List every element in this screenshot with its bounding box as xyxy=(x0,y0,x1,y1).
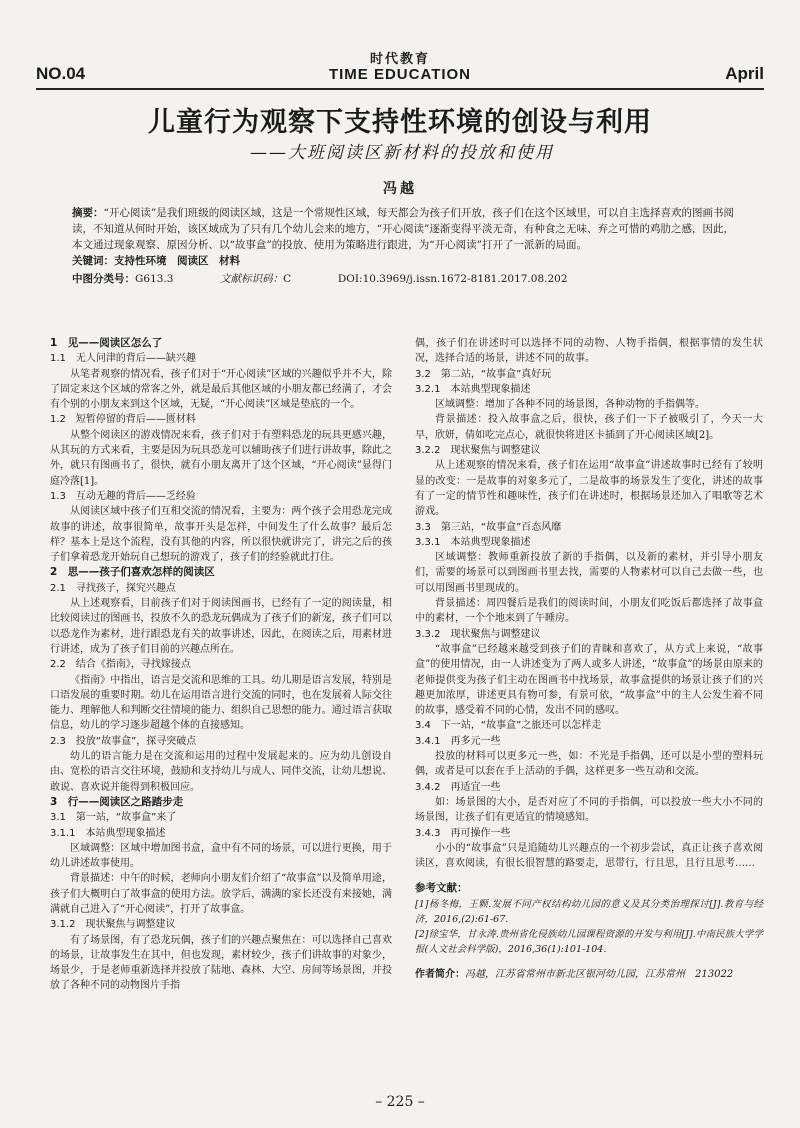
right-column-body xyxy=(415,336,763,871)
article-subtitle: ——大班阅读区新材料的投放和使用 xyxy=(250,143,554,163)
paragraph: 有了场景图，有了恐龙玩偶，孩子们的兴趣点聚焦在：可以选择自己喜欢的场景，让故事发生在其中，但也发现，素材较少，孩子们讲故事的对象少，场景少，于是老师重新选择并投放了陆地、森林、大空、房间等场景图，并投放了各种不同的动物图片手指 xyxy=(50,934,392,992)
section-heading: 3.1 第一站，“故事盒”来了 xyxy=(50,812,177,824)
section-heading: 3 行——阅读区之路踏步走 xyxy=(50,795,184,808)
abstract-text: “开心阅读”是我们班级的阅读区域，这是一个常规性区域，每天都会为孩子们开放，孩子们在这个区域里，可以自主选择喜欢的图画书阅读，不知道从何时开始，该区域成为了只有几个幼儿会来的地方，“开心阅读”逐渐变得平淡无奇，有种食之无味、弃之可惜的鸡肋之感，因此，本文通过现象观察、原因分析、以“故事盒”的投放、使用为策略进行跟进，为“开心阅读”打开了一派新的局面。 xyxy=(72,207,735,251)
masthead xyxy=(36,64,764,86)
reference-list xyxy=(415,897,763,957)
paragraph: 从上述观察看，目前孩子们对于阅读图画书，已经有了一定的阅读量，相比较阅读过的图画书，投放不久的恐龙玩偶成为了孩子们的新宠，孩子们可以以恐龙作为素材，进行跟恐龙有关的故事讲述，因此，在阅读之后，用素材进行讲述，成为了孩子们目前的兴趣点所在。 xyxy=(50,598,392,655)
doccode: C xyxy=(283,273,292,285)
paragraph: 背景描述：中午的时候，老师向小朋友们介绍了“故事盒”以及简单用途，孩子们大概明白了故事盒的使用方法。放学后，满满的家长还没有来接她，满满就自己进入了“开心阅读”，打开了故事盒。 xyxy=(50,873,392,915)
keywords-line xyxy=(72,253,734,269)
paragraph: 从整个阅读区的游戏情况来看，孩子们对于有塑料恐龙的玩具更感兴趣，从其玩的方式来看，主要是因为玩具恐龙可以辅助孩子们进行讲故事，除此之外，就只有图画书了，很快，就有小朋友离开了这个区域，“开心阅读”显得门庭冷落[1]。 xyxy=(50,429,392,487)
author-bio xyxy=(415,967,763,982)
doi: DOI:10.3969/j.issn.1672-8181.2017.08.202 xyxy=(337,273,568,285)
reference-item: [2]徐宝华，甘永涛.贵州省化侵族幼儿园课程资源的开发与利用[J].中南民族大学学报(人文社会科学版)，2016,36(1):101-104. xyxy=(415,928,763,955)
section-heading: 3.4 下一站，“故事盒”之旅还可以怎样走 xyxy=(415,720,602,732)
paragraph: 从阅读区域中孩子们互相交流的情况看，主要为：两个孩子会用恐龙完成故事的讲述，故事很简单，故事开头是怎样，中间发生了什么故事？最后怎样？基本上是这个流程，没有其他的内容，所以很快就讲完了，讲完之后的孩子们拿着恐龙开始玩自己想玩的游戏了，孩子们的经验就此打住。 xyxy=(50,506,392,564)
clc-code: G613.3 xyxy=(135,273,174,285)
references-title: 参考文献： xyxy=(415,882,468,895)
section-heading: 3.3.2 现状聚焦与调整建议 xyxy=(415,628,541,640)
section-heading: 3.4.1 再多元一些 xyxy=(415,735,501,747)
author-bio-text: 冯越，江苏省常州市新北区银河幼儿园，江苏常州 213022 xyxy=(465,968,734,980)
section-heading: 3.4.2 再适宜一些 xyxy=(415,781,501,793)
paragraph: 偶，孩子们在讲述时可以选择不同的动物、人物手指偶，根据事情的发生状况，选择合适的场景，讲述不同的故事。 xyxy=(415,338,763,365)
paragraph: 区域调整：教师重新投放了新的手指偶，以及新的素材，并引导小朋友们，需要的场景可以到图画书里去找，需要的人物素材可以自己去做一些，也可以用图画书里现成的。 xyxy=(415,552,763,594)
paragraph: 从笔者观察的情况看，孩子们对于“开心阅读”区域的兴趣似乎并不大，除了固定来这个区域的常客之外，就是最后其他区域的小朋友都已经满了，才会有个别的小朋友来到这个区域，无疑，“开心阅读”区域是垫底的一个。 xyxy=(50,368,392,411)
classification-line xyxy=(72,271,734,287)
issue-month: April xyxy=(725,64,764,83)
paragraph: 如：场景图的大小，是否对应了不同的手指偶，可以投放一些大小不同的场景图，让孩子们有更适宜的情境感知。 xyxy=(415,796,763,824)
paragraph: 区域调整：增加了各种不同的场景图，各种动物的手指偶等。 xyxy=(435,399,705,411)
paragraph: 小小的“故事盒”只是追随幼儿兴趣点的一个初步尝试，真正让孩子喜欢阅读区，喜欢阅读，有很长很智慧的路要走，思带行，行且思，且行且思考…… xyxy=(415,842,763,870)
section-heading: 3.2.2 现状聚焦与调整建议 xyxy=(415,445,541,457)
keywords: 支持性环境 阅读区 材料 xyxy=(114,255,240,267)
article-author: 冯越 xyxy=(383,181,417,197)
section-heading: 1.3 互动无趣的背后——乏经验 xyxy=(50,490,196,502)
section-heading: 1.2 短暂停留的背后——匮材料 xyxy=(50,414,196,426)
body-left-column xyxy=(50,336,392,994)
paragraph: “故事盒”已经越来越受到孩子们的青睐和喜欢了，从方式上来说，“故事盒”的使用情况，由一人讲述变为了两人或多人讲述，“故事盒”的场景由原来的老师提供变为孩子们主动在图画书中找场景，故事盒提供的场景让孩子们的兴趣更加浓厚，讲述更具有物可参，有景可依，“故事盒”中的主人公发生着不同的故事，感受着不同的心情，发出不同的感叹。 xyxy=(415,643,763,717)
clc-label: 中图分类号： xyxy=(72,273,135,285)
section-heading: 3.1.1 本站典型现象描述 xyxy=(50,827,166,839)
section-heading: 2.2 结合《指南》，寻找嫁接点 xyxy=(50,659,191,671)
reference-item: [1]杨冬梅，王颗.发展不同产权结构幼儿园的意义及其分类治理探讨[J].教育与经济，2016,(2):61-67. xyxy=(415,898,763,925)
abstract xyxy=(72,205,734,253)
section-heading: 3.3.1 本站典型现象描述 xyxy=(415,536,531,548)
page-number: – 225 – xyxy=(375,1094,425,1110)
section-heading: 1 见——阅读区怎么了 xyxy=(50,337,163,349)
keywords-label: 关键词： xyxy=(72,255,114,267)
section-heading: 3.2.1 本站典型现象描述 xyxy=(415,383,531,395)
body-right-column xyxy=(415,336,763,982)
paragraph: 背景描述：周四餐后是我们的阅读时间，小朋友们吃饭后都选择了故事盒中的素材，一个个地来到了午睡房。 xyxy=(415,598,763,625)
paragraph: 幼儿的语言能力是在交流和运用的过程中发展起来的。应为幼儿创设自由、宽松的语言交往环境，鼓励和支持幼儿与成人、同伴交流，让幼儿想说、敢说、喜欢说并能得到积极回应。 xyxy=(50,751,392,793)
section-heading: 3.2 第二站，“故事盒”真好玩 xyxy=(415,368,552,380)
header-rule xyxy=(36,88,764,90)
paragraph: 从上述观察的情况来看，孩子们在运用“故事盒”讲述故事时已经有了较明显的改变：一是故事的对象多元了，二是故事的场景发生了变化，讲述的故事有了一定的情节性和趣味性，孩子们在讲述时，根据场景还加入了唱歌等艺术游戏。 xyxy=(415,460,763,518)
doccode-label: 文献标识码： xyxy=(220,273,284,285)
paragraph: 背景描述：投入故事盒之后，很快，孩子们一下子被吸引了，今天一大早，欣妍，倩如吃完点心，就很快将进区卡插到了开心阅读区域[2]。 xyxy=(415,414,763,441)
section-heading: 3.1.2 现状聚焦与调整建议 xyxy=(50,919,176,931)
journal-name-en: TIME EDUCATION xyxy=(328,66,472,83)
section-heading: 3.4.3 再可操作一些 xyxy=(415,827,511,839)
paragraph: 区域调整：区域中增加图书盒，盒中有不同的场景，可以进行更换，用于幼儿讲述故事使用。 xyxy=(50,842,392,870)
section-heading: 1.1 无人问津的背后——缺兴趣 xyxy=(50,353,196,365)
section-heading: 2.3 投放“故事盒”，探寻突破点 xyxy=(50,735,197,747)
issue-number: NO.04 xyxy=(36,64,86,83)
section-heading: 3.3 第三站，“故事盒”百态风靡 xyxy=(415,521,562,533)
paragraph: 投放的材料可以更多元一些，如：不光是手指偶，还可以是小型的塑料玩偶，或者是可以套在手上活动的手偶，这样更多一些互动和交流。 xyxy=(415,751,763,778)
section-heading: 2 思——孩子们喜欢怎样的阅读区 xyxy=(50,566,215,579)
section-heading: 2.1 寻找孩子，探究兴趣点 xyxy=(50,582,176,594)
paragraph: 《指南》中指出，语言是交流和思维的工具。幼儿期是语言发展，特别是口语发展的重要时期。幼儿在运用语言进行交流的同时，也在发展着人际交往能力、理解他人和判断交往情境的能力、组织自己思想的能力。通过语言获取信息，幼儿的学习逐步超越个体的直接感知。 xyxy=(50,674,392,732)
article-title: 儿童行为观察下支持性环境的创设与利用 xyxy=(148,107,652,138)
journal-name-cn: 时代教育 xyxy=(369,52,430,67)
author-bio-label: 作者简介： xyxy=(415,968,465,980)
abstract-label: 摘要： xyxy=(72,207,104,219)
